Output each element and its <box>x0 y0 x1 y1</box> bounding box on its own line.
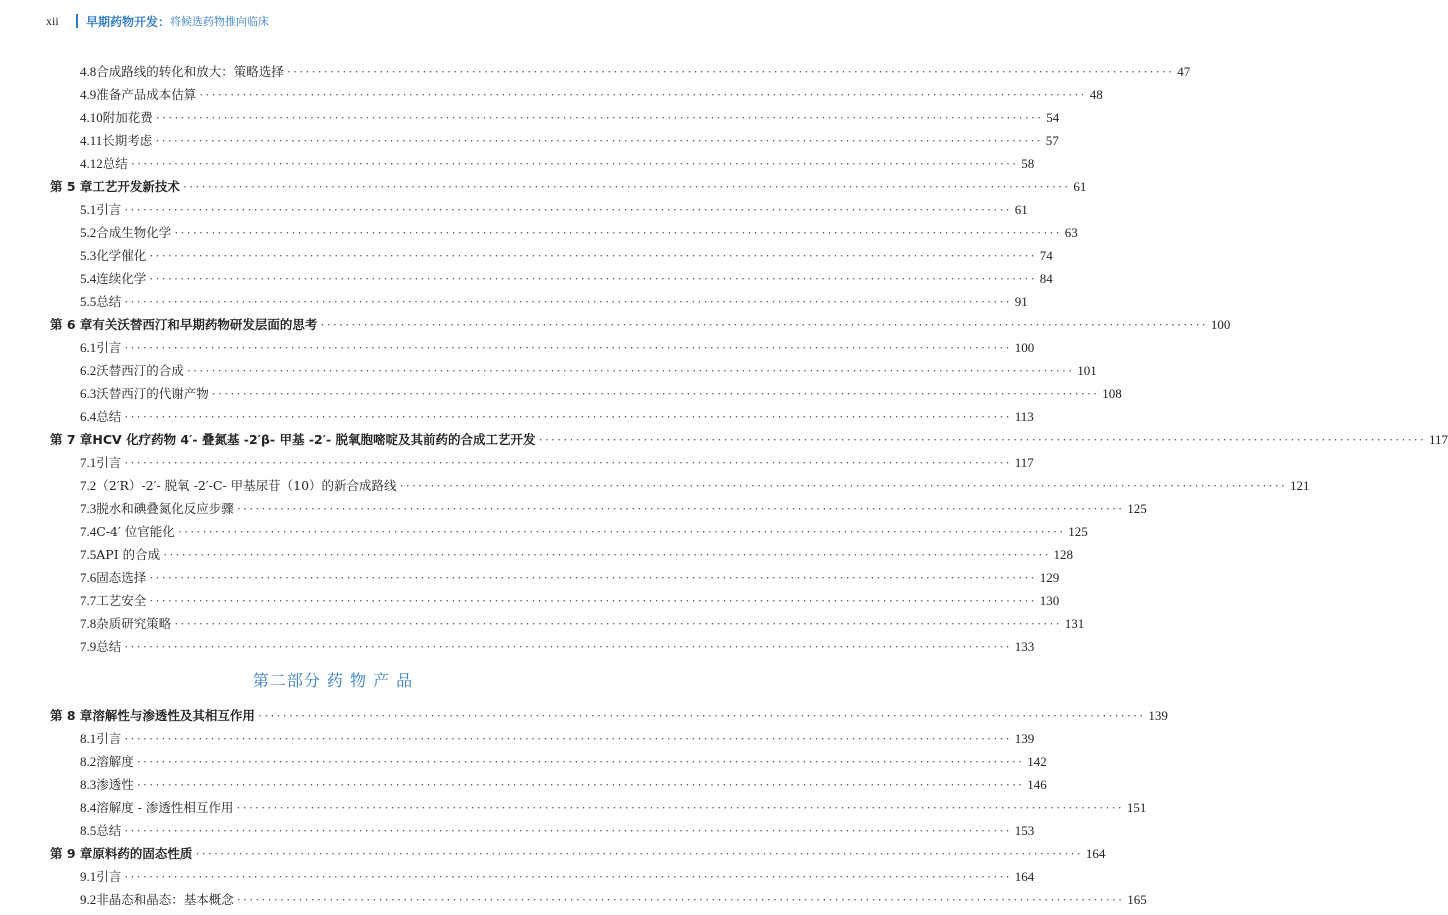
toc-part-one-list <box>50 60 1448 658</box>
page-ref: 63 <box>1064 225 1078 240</box>
section-number: 4.9 <box>80 87 97 102</box>
section-title: 总结 <box>102 156 128 171</box>
chapter-title: 有关沃替西汀和早期药物研发层面的思考 <box>92 317 318 332</box>
toc-section-row[interactable] <box>50 612 1085 635</box>
dot-leader <box>258 705 1145 728</box>
toc-section-row[interactable] <box>50 198 1028 221</box>
dot-leader <box>149 590 1036 613</box>
page-number: xii <box>46 13 59 28</box>
section-title: 溶解度 <box>96 754 134 769</box>
dot-leader <box>124 291 1011 314</box>
section-title: 总结 <box>96 823 122 838</box>
dot-leader <box>178 521 1065 544</box>
dot-leader <box>149 245 1036 268</box>
toc-section-row[interactable] <box>50 244 1053 267</box>
section-number: 9.1 <box>80 869 97 884</box>
toc-chapter-row[interactable] <box>50 842 1106 865</box>
dot-leader <box>124 820 1011 843</box>
chapter-title: 溶解性与渗透性及其相互作用 <box>92 708 255 723</box>
section-number: 7.2 <box>80 478 97 493</box>
dot-leader <box>149 268 1036 291</box>
toc-section-row[interactable] <box>50 566 1060 589</box>
section-number: 7.7 <box>80 593 97 608</box>
toc-section-row[interactable] <box>50 773 1047 796</box>
toc-section-row[interactable] <box>50 382 1122 405</box>
toc-chapter-row[interactable] <box>50 428 1448 451</box>
toc-section-row[interactable] <box>50 497 1147 520</box>
dot-leader <box>237 889 1124 912</box>
section-number: 5.1 <box>80 202 97 217</box>
toc-section-row[interactable] <box>50 83 1103 106</box>
dot-leader <box>124 452 1011 475</box>
dot-leader <box>187 360 1074 383</box>
section-title: 化学催化 <box>96 248 147 263</box>
section-title: 脱水和碘叠氮化反应步骤 <box>96 501 234 516</box>
dot-leader <box>237 498 1124 521</box>
section-number: 8.4 <box>80 800 97 815</box>
page-ref: 61 <box>1073 179 1087 194</box>
dot-leader <box>400 475 1287 498</box>
section-number: 7.1 <box>80 455 97 470</box>
toc-section-row[interactable] <box>50 865 1035 888</box>
section-number: 7.8 <box>80 616 97 631</box>
section-number: 6.3 <box>80 386 97 401</box>
page-ref: 100 <box>1210 317 1231 332</box>
page-ref: 146 <box>1027 777 1047 792</box>
section-number: 5.3 <box>80 248 97 263</box>
page-ref: 128 <box>1053 547 1074 562</box>
dot-leader <box>124 728 1011 751</box>
section-title: 准备产品成本估算 <box>96 87 197 102</box>
dot-leader <box>539 429 1426 452</box>
section-title: （2′R）-2′- 脱氧 -2′-C- 甲基尿苷（10）的新合成路线 <box>96 478 397 493</box>
toc-section-row[interactable] <box>50 474 1310 497</box>
toc-chapter-row[interactable] <box>50 704 1168 727</box>
section-title: 渗透性 <box>96 777 134 792</box>
section-title: 总结 <box>96 409 122 424</box>
page-ref: 164 <box>1014 869 1035 884</box>
section-number: 4.11 <box>80 133 103 148</box>
dot-leader <box>124 406 1011 429</box>
page-ref: 129 <box>1039 570 1060 585</box>
section-number: 6.4 <box>80 409 97 424</box>
section-title: 合成路线的转化和放大：策略选择 <box>96 64 284 79</box>
dot-leader <box>195 843 1082 866</box>
dot-leader <box>124 199 1011 222</box>
section-title: 沃替西汀的代谢产物 <box>96 386 209 401</box>
toc-section-row[interactable] <box>50 520 1088 543</box>
section-number: 5.2 <box>80 225 97 240</box>
dot-leader <box>131 153 1018 176</box>
page-ref: 139 <box>1148 708 1168 723</box>
page-ref: 58 <box>1021 156 1035 171</box>
section-title: 引言 <box>96 455 122 470</box>
header-divider <box>76 14 78 28</box>
dot-leader <box>199 84 1086 107</box>
dot-leader <box>163 544 1050 567</box>
chapter-title: 工艺开发新技术 <box>92 179 180 194</box>
dot-leader <box>137 751 1024 774</box>
toc-section-row[interactable] <box>50 635 1035 658</box>
toc-section-row[interactable] <box>50 750 1047 773</box>
section-number: 4.12 <box>80 156 103 171</box>
book-title: 早期药物开发： <box>86 14 171 29</box>
page-ref: 113 <box>1014 409 1034 424</box>
dot-leader <box>124 636 1011 659</box>
section-title: 合成生物化学 <box>96 225 172 240</box>
section-number: 4.8 <box>80 64 97 79</box>
page-ref: 151 <box>1126 800 1147 815</box>
table-of-contents <box>50 60 1448 911</box>
section-title: 溶解度 - 渗透性相互作用 <box>96 800 234 815</box>
dot-leader <box>174 222 1061 245</box>
section-number: 8.3 <box>80 777 97 792</box>
dot-leader <box>156 107 1043 130</box>
section-number: 8.5 <box>80 823 97 838</box>
toc-section-row[interactable] <box>50 796 1147 819</box>
section-title: 附加花费 <box>102 110 153 125</box>
toc-chapter-row[interactable] <box>50 313 1231 336</box>
toc-chapter-row[interactable] <box>50 175 1087 198</box>
page-ref: 125 <box>1127 501 1147 516</box>
page-ref: 57 <box>1045 133 1059 148</box>
section-title: 工艺安全 <box>96 593 147 608</box>
section-title: 引言 <box>96 340 122 355</box>
chapter-number: 第 7 章 <box>50 432 93 447</box>
dot-leader <box>124 337 1011 360</box>
toc-section-row[interactable] <box>50 267 1053 290</box>
toc-section-row[interactable] <box>50 359 1097 382</box>
section-number: 7.6 <box>80 570 97 585</box>
section-title: 引言 <box>96 202 122 217</box>
section-number: 7.5 <box>80 547 97 562</box>
toc-section-row[interactable] <box>50 405 1034 428</box>
section-number: 7.3 <box>80 501 97 516</box>
chapter-number: 第 5 章 <box>50 179 93 194</box>
toc-section-row[interactable] <box>50 589 1060 612</box>
chapter-number: 第 8 章 <box>50 708 93 723</box>
page-ref: 165 <box>1127 892 1147 907</box>
page-ref: 84 <box>1039 271 1053 286</box>
toc-section-row[interactable] <box>50 451 1034 474</box>
page-ref: 74 <box>1039 248 1053 263</box>
page-ref: 164 <box>1085 846 1106 861</box>
toc-section-row[interactable] <box>50 60 1191 83</box>
page-ref: 131 <box>1064 616 1085 631</box>
chapter-number: 第 9 章 <box>50 846 93 861</box>
book-subtitle: 将候选药物推向临床 <box>170 15 270 28</box>
page-ref: 142 <box>1027 754 1047 769</box>
section-number: 6.2 <box>80 363 97 378</box>
section-title: API 的合成 <box>96 547 161 562</box>
section-number: 9.2 <box>80 892 97 907</box>
dot-leader <box>155 130 1042 153</box>
page-ref: 130 <box>1039 593 1060 608</box>
dot-leader <box>236 797 1123 820</box>
page-ref: 117 <box>1014 455 1034 470</box>
section-number: 8.2 <box>80 754 97 769</box>
chapter-title: HCV 化疗药物 4′- 叠氮基 -2′β- 甲基 -2′- 脱氧胞嘧啶及其前药的合成工艺开发 <box>92 432 536 447</box>
page-ref: 47 <box>1177 64 1191 79</box>
page-ref: 101 <box>1077 363 1097 378</box>
dot-leader <box>137 774 1024 797</box>
page-ref: 54 <box>1046 110 1060 125</box>
section-number: 7.9 <box>80 639 97 654</box>
page-ref: 125 <box>1068 524 1088 539</box>
toc-section-row[interactable] <box>50 888 1147 911</box>
section-number: 6.1 <box>80 340 97 355</box>
section-number: 4.10 <box>80 110 103 125</box>
page-ref: 61 <box>1014 202 1028 217</box>
section-title: 引言 <box>96 869 122 884</box>
dot-leader <box>212 383 1099 406</box>
section-title: 杂质研究策略 <box>96 616 172 631</box>
dot-leader <box>320 314 1207 337</box>
section-title: C-4′ 位官能化 <box>96 524 175 539</box>
section-number: 5.5 <box>80 294 97 309</box>
toc-section-row[interactable] <box>50 819 1035 842</box>
toc-section-row[interactable] <box>50 727 1035 750</box>
running-header <box>46 10 635 32</box>
page-ref: 100 <box>1014 340 1035 355</box>
section-title: 长期考虑 <box>102 133 153 148</box>
dot-leader <box>149 567 1036 590</box>
page-ref: 133 <box>1014 639 1035 654</box>
section-title: 连续化学 <box>96 271 147 286</box>
section-number: 8.1 <box>80 731 97 746</box>
toc-section-row[interactable] <box>50 336 1035 359</box>
page-ref: 48 <box>1089 87 1103 102</box>
chapter-number: 第 6 章 <box>50 317 93 332</box>
toc-section-row[interactable] <box>50 221 1078 244</box>
part-title: 第二部分 药 物 产 品 <box>252 671 414 690</box>
page-ref: 121 <box>1289 478 1310 493</box>
toc-section-row[interactable] <box>50 129 1059 152</box>
dot-leader <box>174 613 1061 636</box>
toc-section-row[interactable] <box>50 152 1035 175</box>
section-title: 固态选择 <box>96 570 147 585</box>
toc-section-row[interactable] <box>50 106 1060 129</box>
dot-leader <box>287 61 1174 84</box>
page-ref: 108 <box>1102 386 1122 401</box>
page-ref: 91 <box>1014 294 1028 309</box>
section-title: 引言 <box>96 731 122 746</box>
section-title: 总结 <box>96 294 122 309</box>
toc-section-row[interactable] <box>50 543 1074 566</box>
section-number: 7.4 <box>80 524 97 539</box>
dot-leader <box>124 866 1011 889</box>
section-title: 总结 <box>96 639 122 654</box>
dot-leader <box>183 176 1070 199</box>
toc-section-row[interactable] <box>50 290 1028 313</box>
toc-part-two-list <box>50 704 1168 911</box>
chapter-title: 原料药的固态性质 <box>92 846 193 861</box>
section-number: 5.4 <box>80 271 97 286</box>
section-title: 沃替西汀的合成 <box>96 363 184 378</box>
page-ref: 153 <box>1014 823 1035 838</box>
page-ref: 117 <box>1428 432 1448 447</box>
page-ref: 139 <box>1014 731 1035 746</box>
section-title: 非晶态和晶态：基本概念 <box>96 892 234 907</box>
